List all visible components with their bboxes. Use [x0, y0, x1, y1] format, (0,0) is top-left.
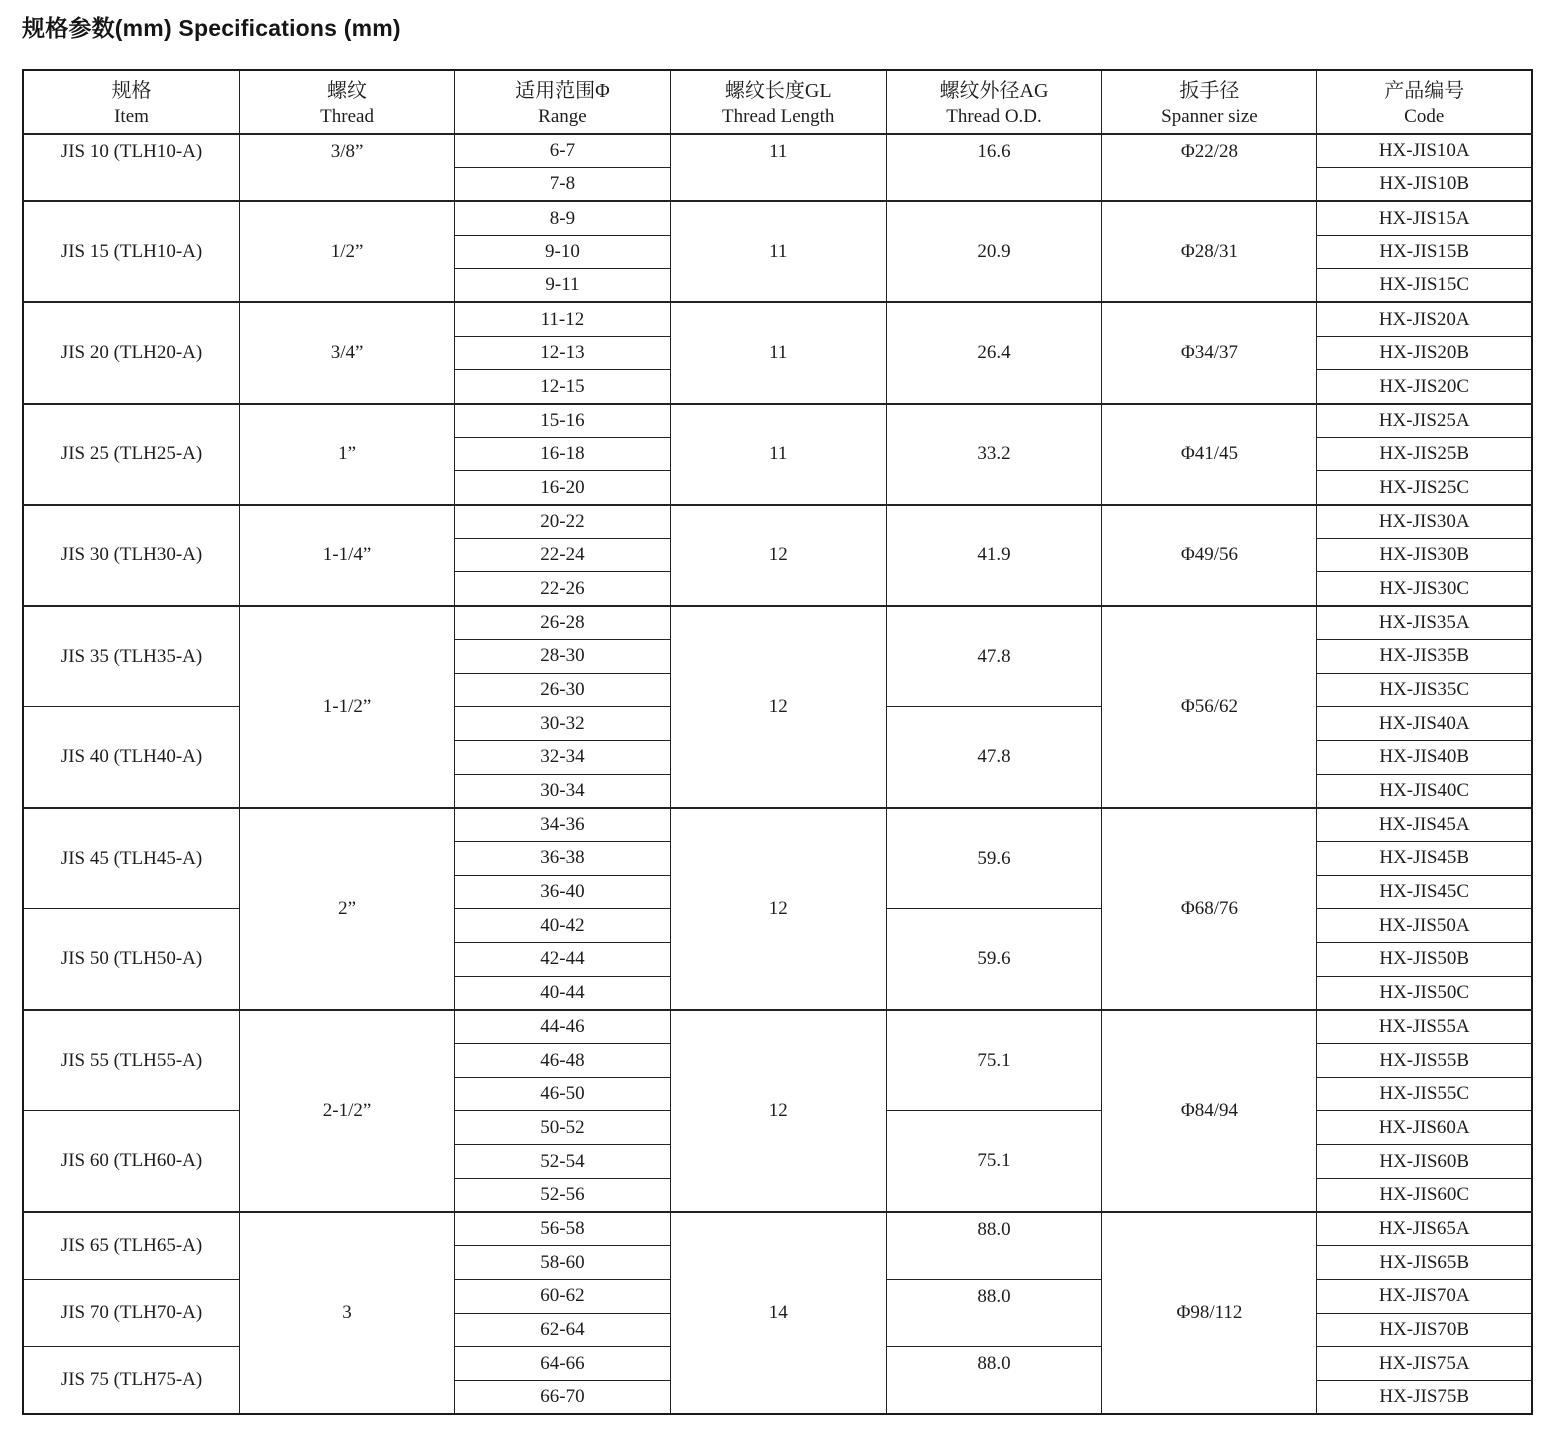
code-cell: HX-JIS25B	[1317, 437, 1532, 471]
header-label-en: Thread O.D.	[946, 105, 1042, 127]
range-cell: 46-50	[455, 1077, 671, 1111]
range-cell: 28-30	[455, 639, 671, 673]
item-cell: JIS 15 (TLH10-A)	[23, 201, 240, 302]
spanner-size-cell: Φ41/45	[1102, 404, 1317, 505]
header-label-en: Range	[538, 105, 587, 127]
item-cell: JIS 65 (TLH65-A)	[23, 1212, 240, 1279]
range-cell: 58-60	[455, 1246, 671, 1280]
header-label-zh: 适用范围Φ	[515, 79, 610, 102]
range-cell: 6-7	[455, 134, 671, 168]
code-cell: HX-JIS55C	[1317, 1077, 1532, 1111]
range-cell: 26-28	[455, 606, 671, 640]
header-row	[23, 70, 1532, 134]
item-cell: JIS 10 (TLH10-A)	[23, 134, 240, 201]
range-cell: 66-70	[455, 1380, 671, 1414]
code-cell: HX-JIS45A	[1317, 808, 1532, 842]
code-cell: HX-JIS25C	[1317, 471, 1532, 505]
item-cell: JIS 35 (TLH35-A)	[23, 606, 240, 707]
range-cell: 42-44	[455, 943, 671, 977]
thread-cell: 1-1/4”	[240, 505, 455, 606]
thread-od-cell: 33.2	[886, 404, 1102, 505]
spanner-size-cell: Φ84/94	[1102, 1010, 1317, 1212]
code-cell: HX-JIS15B	[1317, 235, 1532, 269]
code-cell: HX-JIS35A	[1317, 606, 1532, 640]
page	[0, 10, 1555, 1415]
code-cell: HX-JIS70B	[1317, 1313, 1532, 1347]
thread-cell: 1”	[240, 404, 455, 505]
code-cell: HX-JIS60C	[1317, 1178, 1532, 1212]
code-cell: HX-JIS30C	[1317, 572, 1532, 606]
thread-od-cell: 59.6	[886, 808, 1102, 909]
thread-od-cell: 75.1	[886, 1111, 1102, 1212]
code-cell: HX-JIS65A	[1317, 1212, 1532, 1246]
code-cell: HX-JIS75A	[1317, 1347, 1532, 1381]
range-cell: 34-36	[455, 808, 671, 842]
range-cell: 9-11	[455, 269, 671, 303]
page-title: 规格参数(mm) Specifications (mm)	[22, 15, 401, 41]
thread-od-cell: 47.8	[886, 707, 1102, 808]
code-cell: HX-JIS70A	[1317, 1279, 1532, 1313]
code-cell: HX-JIS45C	[1317, 875, 1532, 909]
table-row	[23, 1212, 1532, 1246]
code-cell: HX-JIS60B	[1317, 1145, 1532, 1179]
range-cell: 60-62	[455, 1279, 671, 1313]
item-cell: JIS 70 (TLH70-A)	[23, 1279, 240, 1346]
code-cell: HX-JIS20C	[1317, 370, 1532, 404]
spanner-size-cell: Φ28/31	[1102, 201, 1317, 302]
table-row	[23, 606, 1532, 640]
code-cell: HX-JIS55A	[1317, 1010, 1532, 1044]
range-cell: 16-20	[455, 471, 671, 505]
column-header-spanner-size	[1102, 70, 1317, 134]
spec-table-body	[23, 134, 1532, 1414]
thread-cell: 3/4”	[240, 302, 455, 403]
range-cell: 12-15	[455, 370, 671, 404]
header-label-en: Code	[1404, 105, 1445, 127]
code-cell: HX-JIS35B	[1317, 639, 1532, 673]
column-header-thread	[240, 70, 455, 134]
code-cell: HX-JIS75B	[1317, 1380, 1532, 1414]
range-cell: 62-64	[455, 1313, 671, 1347]
thread-od-cell: 75.1	[886, 1010, 1102, 1111]
thread-od-cell: 88.0	[886, 1212, 1102, 1279]
thread-cell: 2-1/2”	[240, 1010, 455, 1212]
header-label-zh: 螺纹	[327, 79, 368, 102]
spanner-size-cell: Φ22/28	[1102, 134, 1317, 201]
thread-od-cell: 59.6	[886, 909, 1102, 1010]
item-cell: JIS 50 (TLH50-A)	[23, 909, 240, 1010]
item-cell: JIS 45 (TLH45-A)	[23, 808, 240, 909]
header-label-zh: 规格	[111, 79, 152, 102]
range-cell: 26-30	[455, 673, 671, 707]
header-label-en: Spanner size	[1161, 105, 1258, 127]
column-header-range	[455, 70, 671, 134]
spanner-size-cell: Φ34/37	[1102, 302, 1317, 403]
thread-od-cell: 41.9	[886, 505, 1102, 606]
code-cell: HX-JIS15A	[1317, 201, 1532, 235]
table-row	[23, 1010, 1532, 1044]
range-cell: 7-8	[455, 168, 671, 202]
range-cell: 32-34	[455, 740, 671, 774]
item-cell: JIS 60 (TLH60-A)	[23, 1111, 240, 1212]
range-cell: 30-32	[455, 707, 671, 741]
range-cell: 20-22	[455, 505, 671, 539]
code-cell: HX-JIS10A	[1317, 134, 1532, 168]
code-cell: HX-JIS40C	[1317, 774, 1532, 808]
range-cell: 15-16	[455, 404, 671, 438]
table-row	[23, 505, 1532, 539]
code-cell: HX-JIS35C	[1317, 673, 1532, 707]
table-row	[23, 404, 1532, 438]
item-cell: JIS 55 (TLH55-A)	[23, 1010, 240, 1111]
range-cell: 40-42	[455, 909, 671, 943]
code-cell: HX-JIS30B	[1317, 538, 1532, 572]
header-label-zh: 螺纹外径AG	[939, 79, 1049, 102]
range-cell: 52-54	[455, 1145, 671, 1179]
spanner-size-cell: Φ49/56	[1102, 505, 1317, 606]
thread-od-cell: 20.9	[886, 201, 1102, 302]
range-cell: 11-12	[455, 302, 671, 336]
range-cell: 56-58	[455, 1212, 671, 1246]
column-header-code	[1317, 70, 1532, 134]
code-cell: HX-JIS45B	[1317, 841, 1532, 875]
thread-length-cell: 14	[670, 1212, 886, 1414]
code-cell: HX-JIS40B	[1317, 740, 1532, 774]
thread-od-cell: 88.0	[886, 1347, 1102, 1414]
code-cell: HX-JIS65B	[1317, 1246, 1532, 1280]
range-cell: 36-38	[455, 841, 671, 875]
thread-od-cell: 16.6	[886, 134, 1102, 201]
column-header-thread-o-d	[886, 70, 1102, 134]
code-cell: HX-JIS15C	[1317, 269, 1532, 303]
code-cell: HX-JIS55B	[1317, 1044, 1532, 1078]
thread-length-cell: 12	[670, 606, 886, 808]
column-header-thread-length	[670, 70, 886, 134]
spanner-size-cell: Φ98/112	[1102, 1212, 1317, 1414]
code-cell: HX-JIS50C	[1317, 976, 1532, 1010]
table-row	[23, 808, 1532, 842]
thread-od-cell: 88.0	[886, 1279, 1102, 1346]
code-cell: HX-JIS10B	[1317, 168, 1532, 202]
thread-cell: 1-1/2”	[240, 606, 455, 808]
code-cell: HX-JIS50B	[1317, 943, 1532, 977]
range-cell: 40-44	[455, 976, 671, 1010]
range-cell: 9-10	[455, 235, 671, 269]
range-cell: 64-66	[455, 1347, 671, 1381]
item-cell: JIS 25 (TLH25-A)	[23, 404, 240, 505]
code-cell: HX-JIS30A	[1317, 505, 1532, 539]
range-cell: 12-13	[455, 336, 671, 370]
range-cell: 46-48	[455, 1044, 671, 1078]
code-cell: HX-JIS60A	[1317, 1111, 1532, 1145]
range-cell: 50-52	[455, 1111, 671, 1145]
thread-length-cell: 12	[670, 1010, 886, 1212]
spec-table	[22, 69, 1533, 1415]
code-cell: HX-JIS20A	[1317, 302, 1532, 336]
thread-od-cell: 47.8	[886, 606, 1102, 707]
table-row	[23, 201, 1532, 235]
range-cell: 16-18	[455, 437, 671, 471]
item-cell: JIS 75 (TLH75-A)	[23, 1347, 240, 1414]
code-cell: HX-JIS25A	[1317, 404, 1532, 438]
range-cell: 30-34	[455, 774, 671, 808]
header-label-zh: 扳手径	[1179, 79, 1240, 102]
thread-length-cell: 12	[670, 505, 886, 606]
code-cell: HX-JIS50A	[1317, 909, 1532, 943]
column-header-item	[23, 70, 240, 134]
header-label-zh: 螺纹长度GL	[724, 79, 832, 102]
spanner-size-cell: Φ56/62	[1102, 606, 1317, 808]
item-cell: JIS 40 (TLH40-A)	[23, 707, 240, 808]
thread-length-cell: 11	[670, 404, 886, 505]
range-cell: 44-46	[455, 1010, 671, 1044]
thread-cell: 3/8”	[240, 134, 455, 201]
table-row	[23, 302, 1532, 336]
range-cell: 52-56	[455, 1178, 671, 1212]
range-cell: 8-9	[455, 201, 671, 235]
range-cell: 22-24	[455, 538, 671, 572]
code-cell: HX-JIS20B	[1317, 336, 1532, 370]
thread-cell: 2”	[240, 808, 455, 1010]
thread-od-cell: 26.4	[886, 302, 1102, 403]
header-label-en: Thread	[320, 105, 374, 127]
header-label-zh: 产品编号	[1384, 79, 1465, 102]
spanner-size-cell: Φ68/76	[1102, 808, 1317, 1010]
thread-cell: 1/2”	[240, 201, 455, 302]
thread-cell: 3	[240, 1212, 455, 1414]
item-cell: JIS 30 (TLH30-A)	[23, 505, 240, 606]
code-cell: HX-JIS40A	[1317, 707, 1532, 741]
header-label-en: Thread Length	[722, 105, 835, 127]
thread-length-cell: 12	[670, 808, 886, 1010]
range-cell: 36-40	[455, 875, 671, 909]
thread-length-cell: 11	[670, 302, 886, 403]
thread-length-cell: 11	[670, 134, 886, 201]
table-row	[23, 134, 1532, 168]
item-cell: JIS 20 (TLH20-A)	[23, 302, 240, 403]
thread-length-cell: 11	[670, 201, 886, 302]
header-label-en: Item	[114, 105, 149, 127]
range-cell: 22-26	[455, 572, 671, 606]
